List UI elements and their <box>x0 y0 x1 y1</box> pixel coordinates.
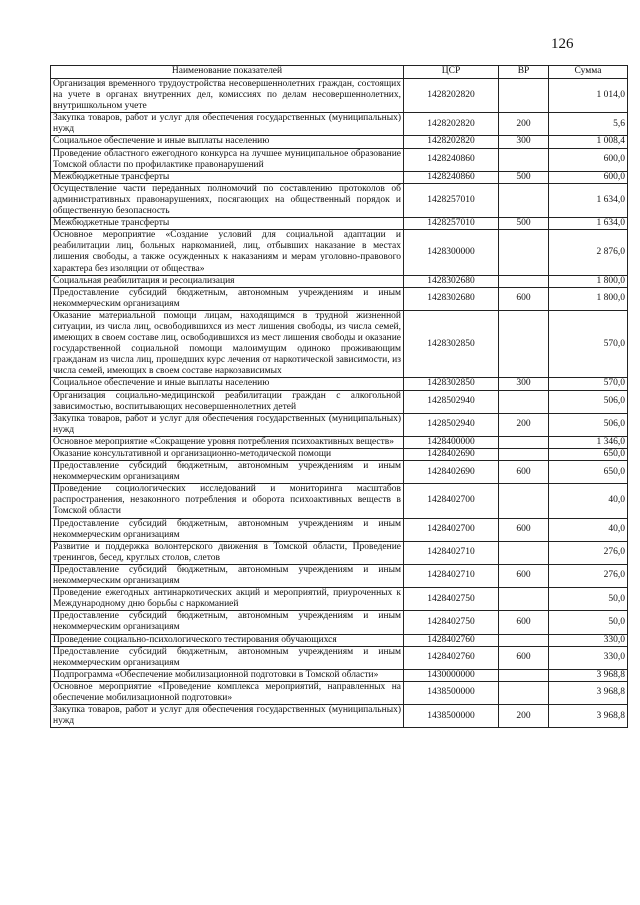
table-row <box>51 136 628 148</box>
cell-name: Проведение ежегодных антинаркотических акций и мероприятий, приуроченных к Международному дню борьбы с наркоманией <box>51 588 404 611</box>
cell-vr <box>499 484 549 518</box>
cell-csr: 1428202820 <box>404 79 499 113</box>
cell-vr: 200 <box>499 705 549 728</box>
cell-name: Организация социально-медицинской реабилитации граждан с алкогольной зависимостью, воспитывающих несовершеннолетних детей <box>51 390 404 413</box>
cell-vr <box>499 634 549 646</box>
cell-vr <box>499 148 549 171</box>
cell-csr: 1428240860 <box>404 148 499 171</box>
cell-vr: 300 <box>499 136 549 148</box>
cell-name: Социальная реабилитация и ресоциализация <box>51 275 404 287</box>
table-row <box>51 461 628 484</box>
header-sum: Сумма <box>549 66 628 79</box>
table-row <box>51 541 628 564</box>
cell-name: Предоставление субсидий бюджетным, автономным учреждениям и иным некоммерческим организациям <box>51 518 404 541</box>
cell-csr: 1428240860 <box>404 171 499 183</box>
cell-vr <box>499 681 549 704</box>
cell-sum: 3 968,8 <box>549 669 628 681</box>
cell-sum: 600,0 <box>549 171 628 183</box>
cell-vr <box>499 436 549 448</box>
cell-csr: 1428257010 <box>404 218 499 230</box>
cell-vr: 500 <box>499 171 549 183</box>
cell-name: Организация временного трудоустройства несовершеннолетних граждан, состоящих на учете в органах внутренних дел, комиссиях по делам несовершеннолетних, внутришкольном учете <box>51 79 404 113</box>
cell-sum: 50,0 <box>549 611 628 634</box>
cell-name: Предоставление субсидий бюджетным, автономным учреждениям и иным некоммерческим организациям <box>51 564 404 587</box>
cell-vr: 200 <box>499 113 549 136</box>
cell-sum: 40,0 <box>549 484 628 518</box>
cell-vr <box>499 79 549 113</box>
cell-csr: 1428400000 <box>404 436 499 448</box>
table-row <box>51 230 628 275</box>
cell-sum: 600,0 <box>549 148 628 171</box>
cell-sum: 3 968,8 <box>549 681 628 704</box>
cell-name: Предоставление субсидий бюджетным, автономным учреждениям и иным некоммерческим организациям <box>51 646 404 669</box>
cell-name: Закупка товаров, работ и услуг для обеспечения государственных (муниципальных) нужд <box>51 413 404 436</box>
cell-vr <box>499 183 549 217</box>
cell-name: Осуществление части переданных полномочий по составлению протоколов об административных правонарушениях, посягающих на общественный порядок и общественную безопасность <box>51 183 404 217</box>
cell-sum: 1 008,4 <box>549 136 628 148</box>
table-row <box>51 275 628 287</box>
cell-name: Оказание консультативной и организационно-методической помощи <box>51 449 404 461</box>
cell-vr <box>499 230 549 275</box>
cell-sum: 276,0 <box>549 564 628 587</box>
cell-name: Межбюджетные трансферты <box>51 171 404 183</box>
cell-name: Оказание материальной помощи лицам, находящимся в трудной жизненной ситуации, из числа лиц, освободившихся из мест лишения свободы, из числа семей, имеющих в своем составе лиц, освободившихся из мест лишения свободы и оказание государственной социальной помощи малоимущим одиноко проживающим гражданам из числа лиц, прошедших курс лечения от наркотической зависимости, из числа семей, имеющих в своем составе наркозависимых <box>51 310 404 378</box>
cell-name: Предоставление субсидий бюджетным, автономным учреждениям и иным некоммерческим организациям <box>51 287 404 310</box>
cell-vr <box>499 275 549 287</box>
cell-csr: 1428202820 <box>404 136 499 148</box>
cell-csr: 1428402700 <box>404 484 499 518</box>
cell-csr: 1428402710 <box>404 541 499 564</box>
table-row <box>51 449 628 461</box>
cell-sum: 1 634,0 <box>549 218 628 230</box>
cell-name: Проведение областного ежегодного конкурса на лучшее муниципальное образование Томской области по профилактике правонарушений <box>51 148 404 171</box>
table-row <box>51 310 628 378</box>
cell-csr: 1428402750 <box>404 588 499 611</box>
table-row <box>51 611 628 634</box>
cell-name: Межбюджетные трансферты <box>51 218 404 230</box>
cell-sum: 570,0 <box>549 310 628 378</box>
table-row <box>51 634 628 646</box>
cell-vr <box>499 541 549 564</box>
cell-name: Закупка товаров, работ и услуг для обеспечения государственных (муниципальных) нужд <box>51 705 404 728</box>
cell-csr: 1428402690 <box>404 461 499 484</box>
cell-sum: 1 634,0 <box>549 183 628 217</box>
cell-csr: 1438500000 <box>404 681 499 704</box>
cell-csr: 1428302850 <box>404 378 499 390</box>
cell-name: Закупка товаров, работ и услуг для обеспечения государственных (муниципальных) нужд <box>51 113 404 136</box>
cell-sum: 1 800,0 <box>549 275 628 287</box>
cell-csr: 1428300000 <box>404 230 499 275</box>
cell-name: Социальное обеспечение и иные выплаты населению <box>51 378 404 390</box>
table-row <box>51 171 628 183</box>
cell-sum: 650,0 <box>549 461 628 484</box>
cell-sum: 570,0 <box>549 378 628 390</box>
cell-name: Предоставление субсидий бюджетным, автономным учреждениям и иным некоммерческим организациям <box>51 611 404 634</box>
cell-vr <box>499 669 549 681</box>
cell-csr: 1428402760 <box>404 634 499 646</box>
cell-csr: 1438500000 <box>404 705 499 728</box>
header-name: Наименование показателей <box>51 66 404 79</box>
cell-sum: 2 876,0 <box>549 230 628 275</box>
table-row <box>51 436 628 448</box>
cell-sum: 330,0 <box>549 634 628 646</box>
cell-csr: 1428257010 <box>404 183 499 217</box>
cell-vr: 600 <box>499 518 549 541</box>
cell-vr: 600 <box>499 564 549 587</box>
table-row <box>51 518 628 541</box>
cell-vr <box>499 588 549 611</box>
cell-sum: 1 800,0 <box>549 287 628 310</box>
cell-sum: 506,0 <box>549 413 628 436</box>
cell-csr: 1428302680 <box>404 287 499 310</box>
cell-name: Проведение социологических исследований и мониторинга масштабов распространения, незаконного потребления и оборота психоактивных веществ в Томской области <box>51 484 404 518</box>
cell-vr: 300 <box>499 378 549 390</box>
table-row <box>51 646 628 669</box>
header-vr: ВР <box>499 66 549 79</box>
cell-name: Основное мероприятие «Создание условий для социальной адаптации и реабилитации лиц, больных наркоманией, лиц, отбывших наказание в местах лишения свободы, а также осужденных к наказаниям и мерам уголовно-правового характера без изоляции от общества» <box>51 230 404 275</box>
table-row <box>51 390 628 413</box>
cell-csr: 1428502940 <box>404 413 499 436</box>
table-row <box>51 287 628 310</box>
table-row <box>51 148 628 171</box>
table-row <box>51 218 628 230</box>
header-row <box>51 66 628 79</box>
cell-csr: 1428302850 <box>404 310 499 378</box>
table-row <box>51 681 628 704</box>
table-body <box>51 79 628 728</box>
cell-vr: 200 <box>499 413 549 436</box>
cell-sum: 1 014,0 <box>549 79 628 113</box>
table-row <box>51 669 628 681</box>
cell-sum: 276,0 <box>549 541 628 564</box>
cell-sum: 1 346,0 <box>549 436 628 448</box>
table-row <box>51 588 628 611</box>
cell-vr <box>499 310 549 378</box>
cell-csr: 1428402760 <box>404 646 499 669</box>
cell-sum: 50,0 <box>549 588 628 611</box>
cell-name: Предоставление субсидий бюджетным, автономным учреждениям и иным некоммерческим организациям <box>51 461 404 484</box>
cell-csr: 1428402700 <box>404 518 499 541</box>
table-row <box>51 564 628 587</box>
page-number: 126 <box>551 36 574 52</box>
cell-vr <box>499 390 549 413</box>
cell-sum: 5,6 <box>549 113 628 136</box>
cell-name: Подпрограмма «Обеспечение мобилизационной подготовки в Томской области» <box>51 669 404 681</box>
cell-csr: 1428202820 <box>404 113 499 136</box>
table-row <box>51 413 628 436</box>
table-row <box>51 705 628 728</box>
cell-sum: 40,0 <box>549 518 628 541</box>
cell-name: Развитие и поддержка волонтерского движения в Томской области, Проведение тренингов, бесед, круглых столов, слетов <box>51 541 404 564</box>
table-row <box>51 484 628 518</box>
cell-name: Социальное обеспечение и иные выплаты населению <box>51 136 404 148</box>
table-header <box>51 66 628 79</box>
table-row <box>51 79 628 113</box>
cell-sum: 3 968,8 <box>549 705 628 728</box>
cell-name: Проведение социально-психологического тестирования обучающихся <box>51 634 404 646</box>
cell-name: Основное мероприятие «Проведение комплекса мероприятий, направленных на обеспечение мобилизационной подготовки» <box>51 681 404 704</box>
budget-table <box>50 65 628 728</box>
table-row <box>51 183 628 217</box>
cell-csr: 1428302680 <box>404 275 499 287</box>
cell-vr: 600 <box>499 611 549 634</box>
cell-csr: 1428402710 <box>404 564 499 587</box>
cell-name: Основное мероприятие «Сокращение уровня потребления психоактивных веществ» <box>51 436 404 448</box>
cell-vr: 600 <box>499 461 549 484</box>
cell-sum: 330,0 <box>549 646 628 669</box>
cell-vr: 500 <box>499 218 549 230</box>
cell-vr <box>499 449 549 461</box>
table-row <box>51 378 628 390</box>
cell-csr: 1430000000 <box>404 669 499 681</box>
header-csr: ЦСР <box>404 66 499 79</box>
table-row <box>51 113 628 136</box>
cell-sum: 650,0 <box>549 449 628 461</box>
cell-csr: 1428402690 <box>404 449 499 461</box>
cell-vr: 600 <box>499 287 549 310</box>
cell-csr: 1428502940 <box>404 390 499 413</box>
cell-csr: 1428402750 <box>404 611 499 634</box>
cell-sum: 506,0 <box>549 390 628 413</box>
cell-vr: 600 <box>499 646 549 669</box>
